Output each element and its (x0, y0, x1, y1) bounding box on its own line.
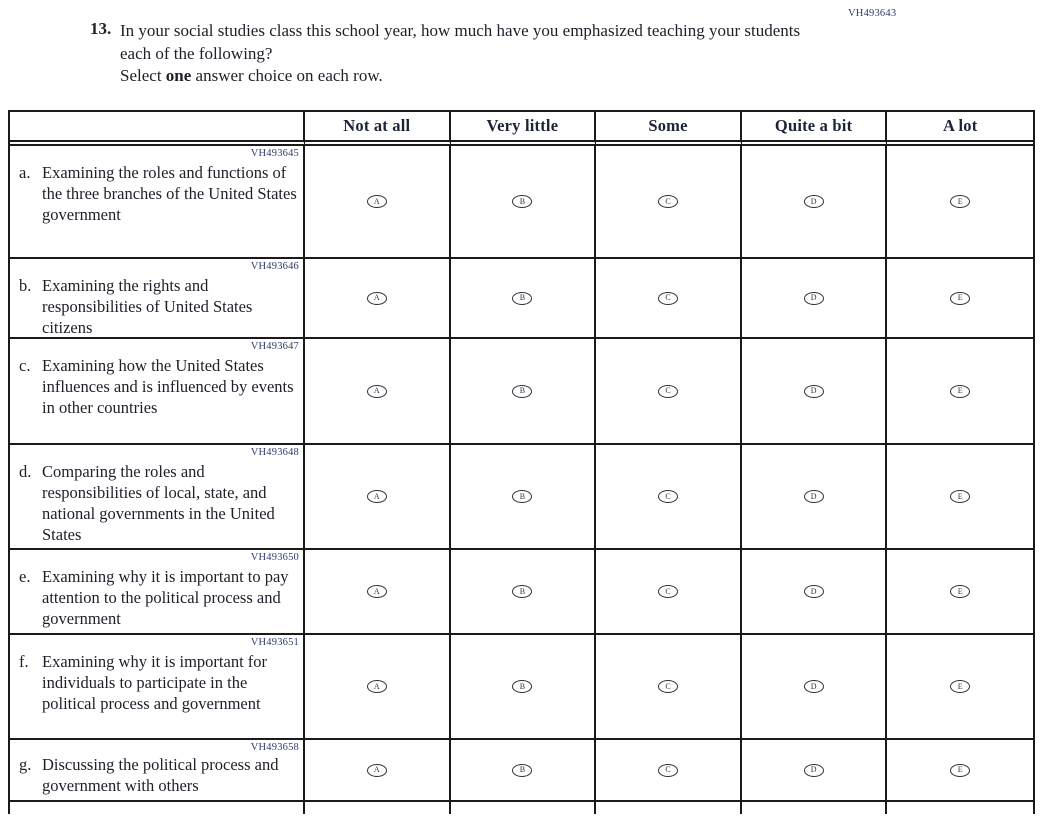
item-letter: b. (19, 276, 32, 295)
bubble-e[interactable] (950, 490, 970, 503)
option-cell-e-some (596, 550, 742, 635)
bubble-letter: E (957, 586, 963, 596)
option-cell-d-very-little (451, 445, 597, 550)
table-continuation-cell (451, 802, 597, 814)
item-code: VH493650 (250, 552, 299, 563)
option-cell-a-very-little (451, 146, 597, 259)
item-letter: c. (19, 356, 31, 375)
bubble-e[interactable] (950, 292, 970, 305)
bubble-letter: A (373, 196, 380, 206)
bubble-d[interactable] (804, 385, 824, 398)
bubble-letter: D (810, 196, 817, 206)
item-code: VH493647 (250, 341, 299, 352)
option-cell-d-a-lot (887, 445, 1033, 550)
bubble-a[interactable] (367, 585, 387, 598)
instruction-suffix: answer choice on each row. (191, 66, 383, 85)
bubble-d[interactable] (804, 585, 824, 598)
row-label-f (10, 635, 305, 740)
bubble-letter: E (957, 196, 963, 206)
bubble-letter: E (957, 765, 963, 774)
option-cell-d-not-at-all (305, 445, 451, 550)
bubble-a[interactable] (367, 680, 387, 693)
question-instruction (120, 66, 383, 86)
row-label-c (10, 339, 305, 445)
bubble-letter: B (519, 293, 526, 302)
bubble-letter: A (373, 586, 380, 596)
item-text: Examining how the United States influences and is influenced by events in other countries (42, 356, 294, 417)
item-code: VH493648 (250, 447, 299, 458)
bubble-letter: D (810, 386, 817, 395)
row-label-g (10, 740, 305, 802)
column-header-some: Some (596, 112, 742, 146)
bubble-letter: B (519, 765, 526, 774)
option-cell-a-not-at-all (305, 146, 451, 259)
bubble-d[interactable] (804, 680, 824, 693)
bubble-d[interactable] (804, 490, 824, 503)
option-cell-e-quite-a-bit (742, 550, 888, 635)
bubble-letter: A (373, 491, 380, 501)
option-cell-a-quite-a-bit (742, 146, 888, 259)
bubble-letter: B (519, 196, 526, 206)
bubble-c[interactable] (658, 764, 678, 777)
bubble-letter: E (957, 491, 963, 501)
column-header-quite-a-bit: Quite a bit (742, 112, 888, 146)
bubble-letter: B (519, 386, 526, 395)
option-cell-a-some (596, 146, 742, 259)
item-letter: a. (19, 163, 31, 182)
bubble-c[interactable] (658, 385, 678, 398)
option-cell-b-very-little (451, 259, 597, 339)
option-cell-b-not-at-all (305, 259, 451, 339)
bubble-c[interactable] (658, 585, 678, 598)
bubble-a[interactable] (367, 490, 387, 503)
bubble-letter: C (665, 491, 671, 501)
bubble-letter: D (810, 765, 817, 774)
option-cell-g-very-little (451, 740, 597, 802)
bubble-letter: C (665, 586, 671, 596)
row-label-b (10, 259, 305, 339)
table-continuation-cell (887, 802, 1033, 814)
bubble-letter: C (665, 293, 671, 302)
bubble-c[interactable] (658, 195, 678, 208)
option-cell-g-some (596, 740, 742, 802)
form-accession-code: VH493643 (848, 8, 897, 19)
table-continuation-cell (305, 802, 451, 814)
option-cell-e-not-at-all (305, 550, 451, 635)
item-code: VH493658 (250, 742, 299, 753)
bubble-e[interactable] (950, 385, 970, 398)
bubble-e[interactable] (950, 195, 970, 208)
option-cell-f-not-at-all (305, 635, 451, 740)
bubble-letter: E (957, 681, 963, 691)
bubble-a[interactable] (367, 385, 387, 398)
bubble-a[interactable] (367, 292, 387, 305)
table-continuation-cell (742, 802, 888, 814)
option-cell-g-quite-a-bit (742, 740, 888, 802)
question-number: 13. (90, 19, 112, 38)
header-empty-cell (10, 112, 305, 146)
option-cell-b-quite-a-bit (742, 259, 888, 339)
option-cell-b-a-lot (887, 259, 1033, 339)
bubble-c[interactable] (658, 680, 678, 693)
bubble-letter: C (665, 386, 671, 395)
item-letter: d. (19, 462, 32, 481)
bubble-e[interactable] (950, 764, 970, 777)
bubble-letter: A (373, 386, 380, 395)
bubble-b[interactable] (512, 680, 532, 693)
item-text: Examining why it is important to pay attention to the political process and government (42, 567, 289, 628)
bubble-b[interactable] (512, 764, 532, 777)
bubble-letter: A (373, 293, 380, 302)
bubble-b[interactable] (512, 385, 532, 398)
bubble-letter: C (665, 196, 671, 206)
bubble-letter: A (373, 681, 380, 691)
bubble-c[interactable] (658, 490, 678, 503)
item-letter: e. (19, 567, 31, 586)
bubble-letter: C (665, 681, 671, 691)
bubble-a[interactable] (367, 764, 387, 777)
option-cell-g-a-lot (887, 740, 1033, 802)
bubble-e[interactable] (950, 585, 970, 598)
instruction-bold-word: one (165, 66, 192, 85)
item-text: Comparing the roles and responsibilities of local, state, and national governments in the United States (42, 462, 275, 544)
bubble-b[interactable] (512, 490, 532, 503)
bubble-letter: E (957, 293, 963, 302)
item-letter: f. (19, 652, 29, 671)
bubble-letter: C (665, 765, 671, 774)
bubble-d[interactable] (804, 764, 824, 777)
bubble-letter: B (519, 681, 526, 691)
option-cell-c-not-at-all (305, 339, 451, 445)
bubble-letter: D (810, 681, 817, 691)
bubble-letter: D (810, 586, 817, 596)
option-cell-c-very-little (451, 339, 597, 445)
bubble-c[interactable] (658, 292, 678, 305)
item-text: Examining why it is important for individuals to participate in the political process and government (42, 652, 268, 713)
option-cell-c-quite-a-bit (742, 339, 888, 445)
bubble-letter: D (810, 491, 817, 501)
option-cell-e-very-little (451, 550, 597, 635)
bubble-a[interactable] (367, 195, 387, 208)
bubble-letter: B (519, 586, 526, 596)
bubble-letter: B (519, 491, 526, 501)
item-text: Discussing the political process and government with others (42, 755, 279, 795)
table-continuation-cell (10, 802, 305, 814)
option-cell-c-a-lot (887, 339, 1033, 445)
option-cell-f-some (596, 635, 742, 740)
row-label-d (10, 445, 305, 550)
option-cell-g-not-at-all (305, 740, 451, 802)
item-code: VH493645 (250, 148, 299, 159)
row-label-a (10, 146, 305, 259)
bubble-b[interactable] (512, 292, 532, 305)
bubble-letter: D (810, 293, 817, 302)
option-cell-d-quite-a-bit (742, 445, 888, 550)
item-code: VH493646 (250, 261, 299, 272)
option-cell-e-a-lot (887, 550, 1033, 635)
answer-matrix-table (8, 110, 1035, 814)
option-cell-c-some (596, 339, 742, 445)
bubble-b[interactable] (512, 585, 532, 598)
column-header-a-lot: A lot (887, 112, 1033, 146)
bubble-d[interactable] (804, 292, 824, 305)
item-code: VH493651 (250, 637, 299, 648)
row-label-e (10, 550, 305, 635)
option-cell-f-a-lot (887, 635, 1033, 740)
question-text: In your social studies class this school year, how much have you emphasized teaching your students each of the following? (120, 21, 801, 63)
column-header-very-little: Very little (451, 112, 597, 146)
bubble-d[interactable] (804, 195, 824, 208)
column-header-not-at-all: Not at all (305, 112, 451, 146)
bubble-letter: E (957, 386, 963, 395)
option-cell-b-some (596, 259, 742, 339)
bubble-letter: A (373, 765, 380, 774)
bubble-e[interactable] (950, 680, 970, 693)
option-cell-f-quite-a-bit (742, 635, 888, 740)
instruction-prefix: Select (120, 66, 166, 85)
table-continuation-cell (596, 802, 742, 814)
item-text: Examining the roles and functions of the three branches of the United States government (42, 163, 297, 224)
item-letter: g. (19, 755, 32, 774)
option-cell-a-a-lot (887, 146, 1033, 259)
option-cell-f-very-little (451, 635, 597, 740)
option-cell-d-some (596, 445, 742, 550)
bubble-b[interactable] (512, 195, 532, 208)
item-text: Examining the rights and responsibilities of United States citizens (42, 276, 253, 337)
